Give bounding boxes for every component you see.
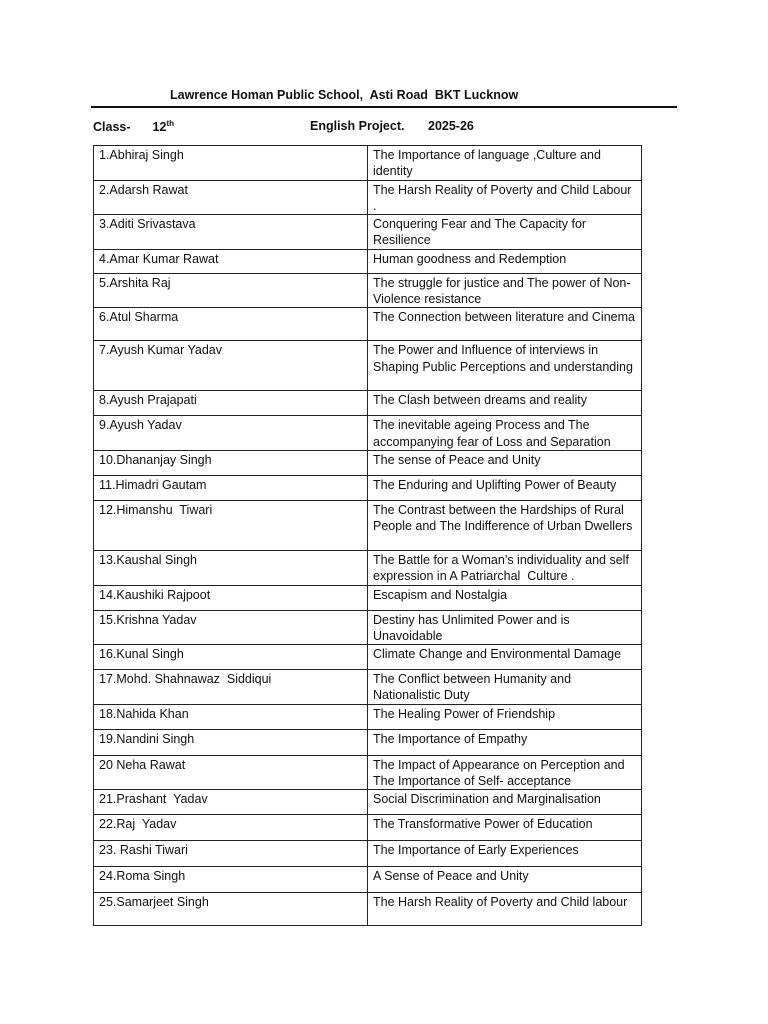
student-name-cell: 9.Ayush Yadav [94, 416, 368, 451]
table-row [94, 416, 642, 451]
table-row [94, 585, 642, 610]
project-topic-cell: The Importance of language ,Culture and identity [368, 146, 642, 181]
table-row [94, 893, 642, 926]
table-row [94, 841, 642, 867]
project-topic-cell: The Healing Power of Friendship [368, 704, 642, 729]
table-row [94, 273, 642, 308]
student-name-cell: 4.Amar Kumar Rawat [94, 249, 368, 273]
student-name-cell: 19.Nandini Singh [94, 729, 368, 755]
table-row [94, 215, 642, 250]
project-topic-cell: Human goodness and Redemption [368, 249, 642, 273]
heading-rule [91, 106, 677, 108]
student-name-cell: 24.Roma Singh [94, 867, 368, 893]
project-topic-cell: The Battle for a Woman’s individuality and self expression in A Patriarchal Culture . [368, 550, 642, 585]
table-row [94, 790, 642, 815]
project-topic-cell: The Conflict between Humanity and Nationalistic Duty [368, 670, 642, 705]
table-row [94, 146, 642, 181]
project-topic-cell: The Importance of Early Experiences [368, 841, 642, 867]
student-name-cell: 7.Ayush Kumar Yadav [94, 341, 368, 391]
student-name-cell: 5.Arshita Raj [94, 273, 368, 308]
student-name-cell: 14.Kaushiki Rajpoot [94, 585, 368, 610]
table-row [94, 391, 642, 416]
table-row [94, 815, 642, 841]
student-name-cell: 11.Himadri Gautam [94, 475, 368, 500]
student-name-cell: 1.Abhiraj Singh [94, 146, 368, 181]
project-topic-cell: The sense of Peace and Unity [368, 450, 642, 475]
project-topic-cell: The struggle for justice and The power of Non-Violence resistance [368, 273, 642, 308]
student-name-cell: 21.Prashant Yadav [94, 790, 368, 815]
table-row [94, 249, 642, 273]
project-topic-cell: The Contrast between the Hardships of Rural People and The Indifference of Urban Dwellers [368, 500, 642, 550]
table-row [94, 704, 642, 729]
student-name-cell: 23. Rashi Tiwari [94, 841, 368, 867]
student-name-cell: 3.Aditi Srivastava [94, 215, 368, 250]
student-name-cell: 10.Dhananjay Singh [94, 450, 368, 475]
student-name-cell: 16.Kunal Singh [94, 645, 368, 670]
table-row [94, 729, 642, 755]
project-topic-cell: The Harsh Reality of Poverty and Child labour [368, 893, 642, 926]
project-topic-cell: Escapism and Nostalgia [368, 585, 642, 610]
student-name-cell: 18.Nahida Khan [94, 704, 368, 729]
table-row [94, 610, 642, 645]
table-row [94, 550, 642, 585]
table-row [94, 341, 642, 391]
project-title: English Project. [310, 119, 405, 133]
student-name-cell: 13.Kaushal Singh [94, 550, 368, 585]
table-row [94, 670, 642, 705]
project-topic-cell: The Impact of Appearance on Perception and The Importance of Self- acceptance [368, 755, 642, 790]
class-label: Class- [93, 120, 131, 134]
project-table [93, 145, 642, 926]
class-suffix: th [166, 119, 174, 128]
table-row [94, 645, 642, 670]
project-topic-cell: The Clash between dreams and reality [368, 391, 642, 416]
table-row [94, 308, 642, 341]
project-topic-cell: The Power and Influence of interviews in Shaping Public Perceptions and understanding [368, 341, 642, 391]
project-topic-cell: The Connection between literature and Cinema [368, 308, 642, 341]
table-row [94, 867, 642, 893]
student-name-cell: 25.Samarjeet Singh [94, 893, 368, 926]
student-name-cell: 20 Neha Rawat [94, 755, 368, 790]
table-row [94, 180, 642, 215]
student-name-cell: 15.Krishna Yadav [94, 610, 368, 645]
session-year: 2025-26 [428, 119, 474, 133]
project-topic-cell: The Importance of Empathy [368, 729, 642, 755]
table-row [94, 450, 642, 475]
table-row [94, 500, 642, 550]
project-topic-cell: Social Discrimination and Marginalisation [368, 790, 642, 815]
project-topic-cell: The Enduring and Uplifting Power of Beauty [368, 475, 642, 500]
project-topic-cell: A Sense of Peace and Unity [368, 867, 642, 893]
project-topic-cell: The inevitable ageing Process and The accompanying fear of Loss and Separation [368, 416, 642, 451]
class-value: 12 [152, 120, 167, 134]
project-table-body [94, 146, 642, 926]
student-name-cell: 8.Ayush Prajapati [94, 391, 368, 416]
project-topic-cell: Destiny has Unlimited Power and is Unavoidable [368, 610, 642, 645]
project-topic-cell: Conquering Fear and The Capacity for Resilience [368, 215, 642, 250]
school-heading: Lawrence Homan Public School, Asti Road BKT Lucknow [170, 88, 519, 102]
project-topic-cell: The Transformative Power of Education [368, 815, 642, 841]
table-row [94, 755, 642, 790]
class-line [93, 119, 174, 134]
student-name-cell: 6.Atul Sharma [94, 308, 368, 341]
project-topic-cell: The Harsh Reality of Poverty and Child Labour . [368, 180, 642, 215]
student-name-cell: 17.Mohd. Shahnawaz Siddiqui [94, 670, 368, 705]
student-name-cell: 22.Raj Yadav [94, 815, 368, 841]
student-name-cell: 12.Himanshu Tiwari [94, 500, 368, 550]
project-topic-cell: Climate Change and Environmental Damage [368, 645, 642, 670]
table-row [94, 475, 642, 500]
student-name-cell: 2.Adarsh Rawat [94, 180, 368, 215]
